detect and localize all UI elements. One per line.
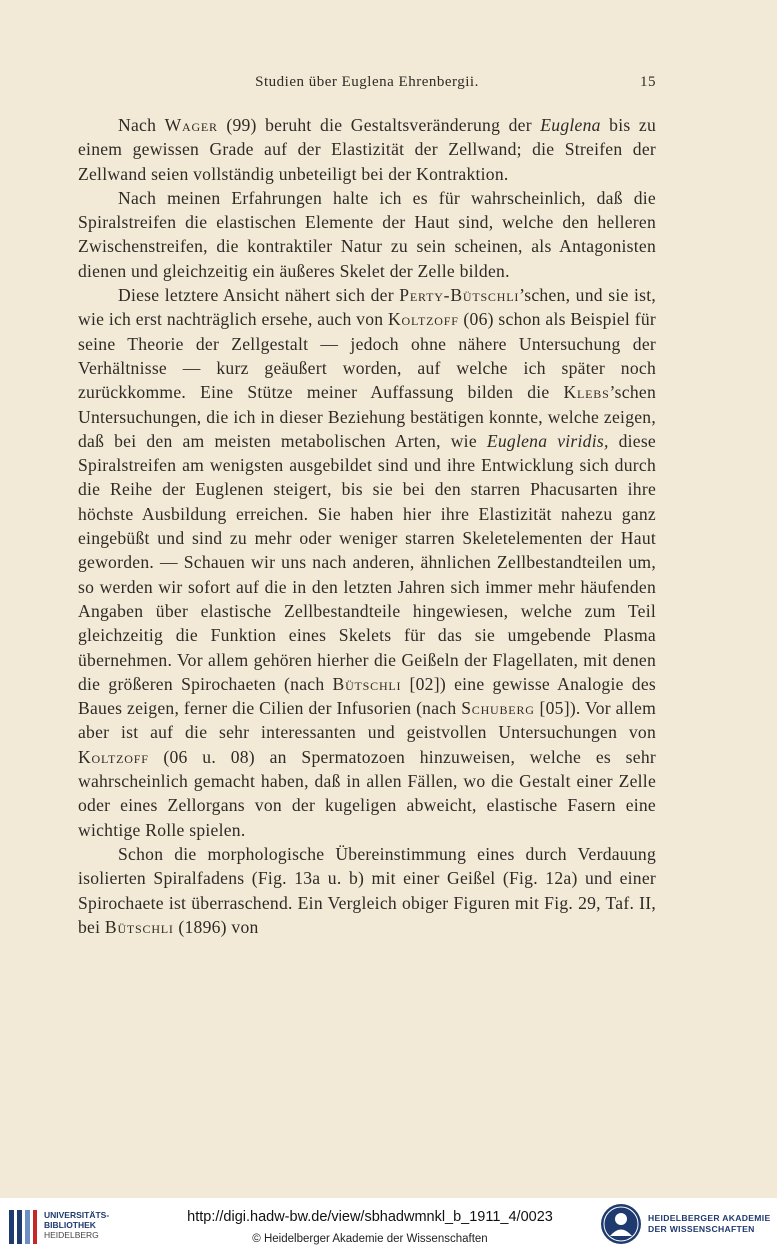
author-name: Koltzoff xyxy=(78,746,149,767)
author-name: Schuberg xyxy=(461,698,535,719)
paragraph-1: Nach Wager (99) beruht die Gestaltsveränderung der Euglena bis zu einem gewissen Grade auf der Elastizität der Zellwand; die Streifen der Zellwand seien vollständig unbeteiligt bei der Kontraktion. xyxy=(78,115,656,184)
author-name: Perty-Bütschli xyxy=(399,285,520,306)
page-number: 15 xyxy=(640,74,656,90)
footer-bar xyxy=(0,1198,777,1253)
body-text xyxy=(78,113,656,939)
academy-name: HEIDELBERGER AKADEMIE DER WISSENSCHAFTEN xyxy=(648,1213,771,1234)
species-name: Euglena viridis, xyxy=(486,430,609,451)
copyright-notice: © Heidelberger Akademie der Wissenschaften xyxy=(252,1233,488,1245)
author-name: Bütschli xyxy=(332,673,402,694)
author-name: Klebs xyxy=(563,382,610,403)
paragraph-3: Diese letztere Ansicht nähert sich der Perty-Bütschli’schen, und sie ist, wie ich erst nachträglich ersehe, auch von Koltzoff (06) schon als Beispiel für seine Theorie der Zellgestalt — jedoch ohne nähere Untersuchung der Verhältnisse — kurz geäußert worden, auf welche ich später noch zurückkomme. Eine Stütze meiner Auffassung bilden die Klebs’schen Untersuchungen, die ich in dieser Beziehung bestätigen konnte, welche zeigen, daß bei den am meisten metabolischen Arten, wie Euglena viridis, diese Spiralstreifen am wenigsten ausgebildet sind und ihre Entwicklung sich durch die Reihe der Euglenen steigert, bis sie bei den starren Phacusarten ihre höchste Ausbildung erreichen. Sie haben hier ihre Elastizität nahezu ganz eingebüßt und sind zu mehr oder weniger starren Skeletelementen der Haut geworden. — Schauen wir uns nach anderen, ähnlichen Zellbestandteilen um, so werden wir sofort auf die in den letzten Jahren sich immer mehr häufenden Angaben über elastische Zellbestandteile hingewiesen, welche zum Teil gleichzeitig die Funktion eines Skelets für das sie umgebende Plasma übernehmen. Vor allem gehören hierher die Geißeln der Flagellaten, mit denen die größeren Spirochaeten (nach Bütschli [02]) eine gewisse Analogie des Baues zeigen, ferner die Cilien der Infusorien (nach Schuberg [05]). Vor allem aber ist auf die sehr interessanten und geistvollen Untersuchungen von Koltzoff (06 u. 08) an Spermatozoen hinzuweisen, welche es sehr wahrscheinlich gemacht haben, daß in allen Fällen, wo die Gestalt einer Zelle oder eines Zellorgans von der kugeligen abweicht, elastische Fasern eine wichtige Rolle spielen. xyxy=(78,285,657,840)
author-name: Koltzoff xyxy=(388,309,459,330)
university-library-name: UNIVERSITÄTS- BIBLIOTHEK HEIDELBERG xyxy=(44,1210,110,1240)
running-title: Studien über Euglena Ehrenbergii. xyxy=(255,74,479,90)
author-name: Wager xyxy=(164,115,218,135)
paragraph-4: Schon die morphologische Übereinstimmung eines durch Verdauung isolierten Spiralfadens (Fig. 13a u. b) mit einer Geißel (Fig. 12a) und einer Spirochaete ist überraschend. Ein Vergleich obiger Figuren mit Fig. 29, Taf. II, bei Bütschli (1896) von xyxy=(78,843,656,937)
permalink-url[interactable]: http://digi.hadw-bw.de/view/sbhadwmnkl_b_1911_4/0023 xyxy=(187,1209,553,1225)
author-name: Bütschli xyxy=(104,916,174,937)
university-library-logo-icon xyxy=(8,1208,38,1246)
academy-seal-icon xyxy=(600,1203,642,1245)
genus-name: Euglena xyxy=(540,115,601,135)
paragraph-2: Nach meinen Erfahrungen halte ich es für wahrscheinlich, daß die Spiralstreifen die elastischen Elemente der Haut sind, welche den helleren Zwischenstreifen, die kontraktiler Natur zu sein scheinen, als Antagonisten dienen und gleichzeitig ein äußeres Skelet der Zelle bilden. xyxy=(78,187,656,281)
